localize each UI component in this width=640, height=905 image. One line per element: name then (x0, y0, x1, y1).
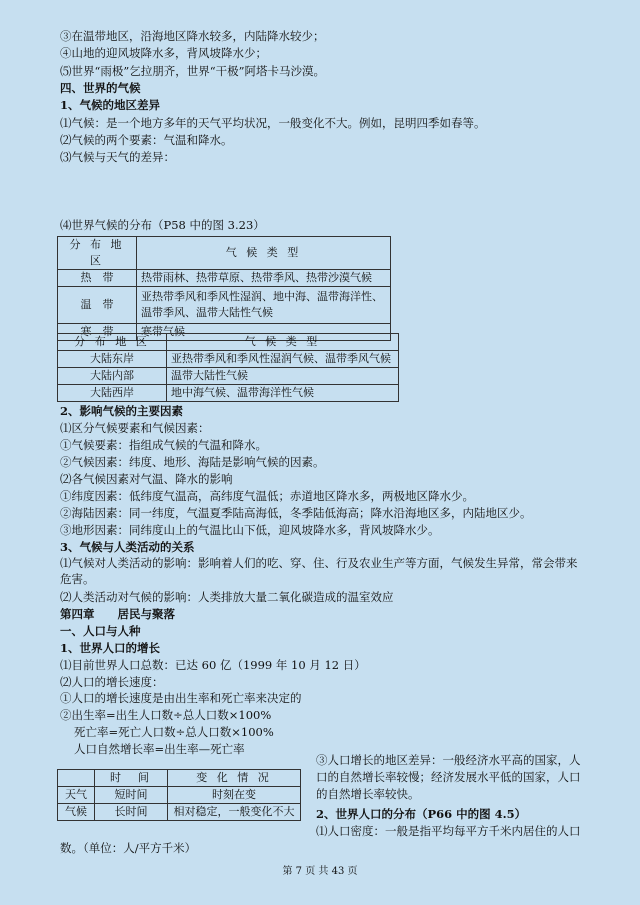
text-line: 人口自然增长率=出生率—死亡率 (74, 742, 245, 756)
table-header: 时 间 (95, 770, 168, 787)
section-heading: 四、世界的气候 (60, 81, 141, 95)
text-line: ①气候要素：指组成气候的气温和降水。 (60, 438, 267, 452)
subsection-heading: 2、世界人口的分布（P66 中的图 4.5） (316, 807, 527, 821)
climate-zone-table (57, 236, 391, 341)
text-line: ①人口的增长速度是由出生率和死亡率来决定的 (60, 691, 302, 705)
table-cell: 天气 (58, 787, 95, 804)
text-line: 死亡率=死亡人口数÷总人口数×100% (74, 725, 274, 739)
text-line: ①纬度因素：低纬度气温高，高纬度气温低；赤道地区降水多，两极地区降水少。 (60, 489, 474, 503)
table-row (58, 385, 399, 402)
text-line: ⑵气候的两个要素：气温和降水。 (60, 133, 233, 147)
subsection-heading: 2、影响气候的主要因素 (60, 404, 184, 418)
table-cell: 大陆东岸 (58, 351, 167, 368)
text-line: ⑶气候与天气的差异： (60, 150, 175, 164)
table-cell: 亚热带季风和季风性湿润气候、温带季风气候 (167, 351, 399, 368)
weather-climate-table (57, 769, 301, 821)
chapter-heading: 第四章 居民与聚落 (60, 607, 175, 621)
table-row (58, 787, 301, 804)
text-line: ⑵人类活动对气候的影响：人类排放大量二氧化碳造成的温室效应 (60, 590, 394, 604)
table-row (58, 351, 399, 368)
subsection-heading: 1、世界人口的增长 (60, 641, 161, 655)
table-cell: 时刻在变 (168, 787, 301, 804)
table-header: 气 候 类 型 (137, 237, 391, 270)
table-header: 分 布 地 区 (58, 334, 167, 351)
section-heading: 一、人口与人种 (60, 624, 141, 638)
text-line: ②气候因素：纬度、地形、海陆是影响气候的因素。 (60, 455, 325, 469)
table-row (58, 804, 301, 821)
table-row (58, 368, 399, 385)
text-line: ⑸世界“雨极”乞拉朋齐，世界“干极”阿塔卡马沙漠。 (60, 64, 326, 78)
table-cell: 大陆内部 (58, 368, 167, 385)
text-line: ③地形因素：同纬度山上的气温比山下低，迎风坡降水多，背风坡降水少。 (60, 523, 440, 537)
text-line: ⑷世界气候的分布（P58 中的图 3.23） (60, 218, 265, 232)
table-cell: 温带大陆性气候 (167, 368, 399, 385)
text-paragraph: ⑴气候对人类活动的影响：影响着人们的吃、穿、住、行及农业生产等方面，气候发生异常，常会带来危害。 (60, 556, 578, 586)
text-line: 数。（单位：人/平方千米） (60, 841, 197, 855)
text-line: ⑴气候：是一个地方多年的天气平均状况，一般变化不大。例如，昆明四季如春等。 (60, 116, 486, 130)
text-line: ⑴区分气候要素和气候因素： (60, 421, 210, 435)
table-header: 气 候 类 型 (167, 334, 399, 351)
text-line: ⑵人口的增长速度： (60, 675, 164, 689)
continent-position-table (57, 333, 399, 402)
table-cell: 亚热带季风和季风性湿润、地中海、温带海洋性、温带季风、温带大陆性气候 (137, 287, 391, 324)
table-cell: 寒带气候 (137, 324, 391, 341)
table-cell: 长时间 (95, 804, 168, 821)
table-header (58, 770, 95, 787)
table-header: 变 化 情 况 (168, 770, 301, 787)
table-cell: 短时间 (95, 787, 168, 804)
text-line: ④山地的迎风坡降水多，背风坡降水少； (60, 46, 267, 60)
subsection-heading: 1、气候的地区差异 (60, 98, 161, 112)
table-cell: 寒 带 (58, 324, 137, 341)
page-footer: 第 7 页 共 43 页 (282, 866, 358, 877)
text-line: ③在温带地区，沿海地区降水较多，内陆降水较少； (60, 29, 325, 43)
subsection-heading: 3、气候与人类活动的关系 (60, 540, 195, 554)
table-row (58, 287, 391, 324)
table-cell: 热 带 (58, 270, 137, 287)
text-line: ⑵各气候因素对气温、降水的影响 (60, 472, 233, 486)
text-line: ②海陆因素：同一纬度，气温夏季陆高海低，冬季陆低海高；降水沿海地区多，内陆地区少。 (60, 506, 532, 520)
table-row (58, 270, 391, 287)
text-paragraph: ③人口增长的地区差异：一般经济水平高的国家，人口的自然增长率较慢；经济发展水平低的国家，人口的自然增长率较快。 (316, 753, 581, 801)
text-line: ②出生率=出生人口数÷总人口数×100% (60, 708, 272, 722)
table-cell: 气候 (58, 804, 95, 821)
table-cell: 热带雨林、热带草原、热带季风、热带沙漠气候 (137, 270, 391, 287)
table-cell: 大陆西岸 (58, 385, 167, 402)
text-line: ⑴目前世界人口总数：已达 60 亿（1999 年 10 月 12 日） (60, 658, 366, 672)
table-cell: 相对稳定，一般变化不大 (168, 804, 301, 821)
table-cell: 温 带 (58, 287, 137, 324)
text-line: ⑴人口密度：一般是指平均每平方千米内居住的人口 (316, 824, 581, 838)
table-cell: 地中海气候、温带海洋性气候 (167, 385, 399, 402)
table-header: 分 布 地 区 (58, 237, 137, 270)
